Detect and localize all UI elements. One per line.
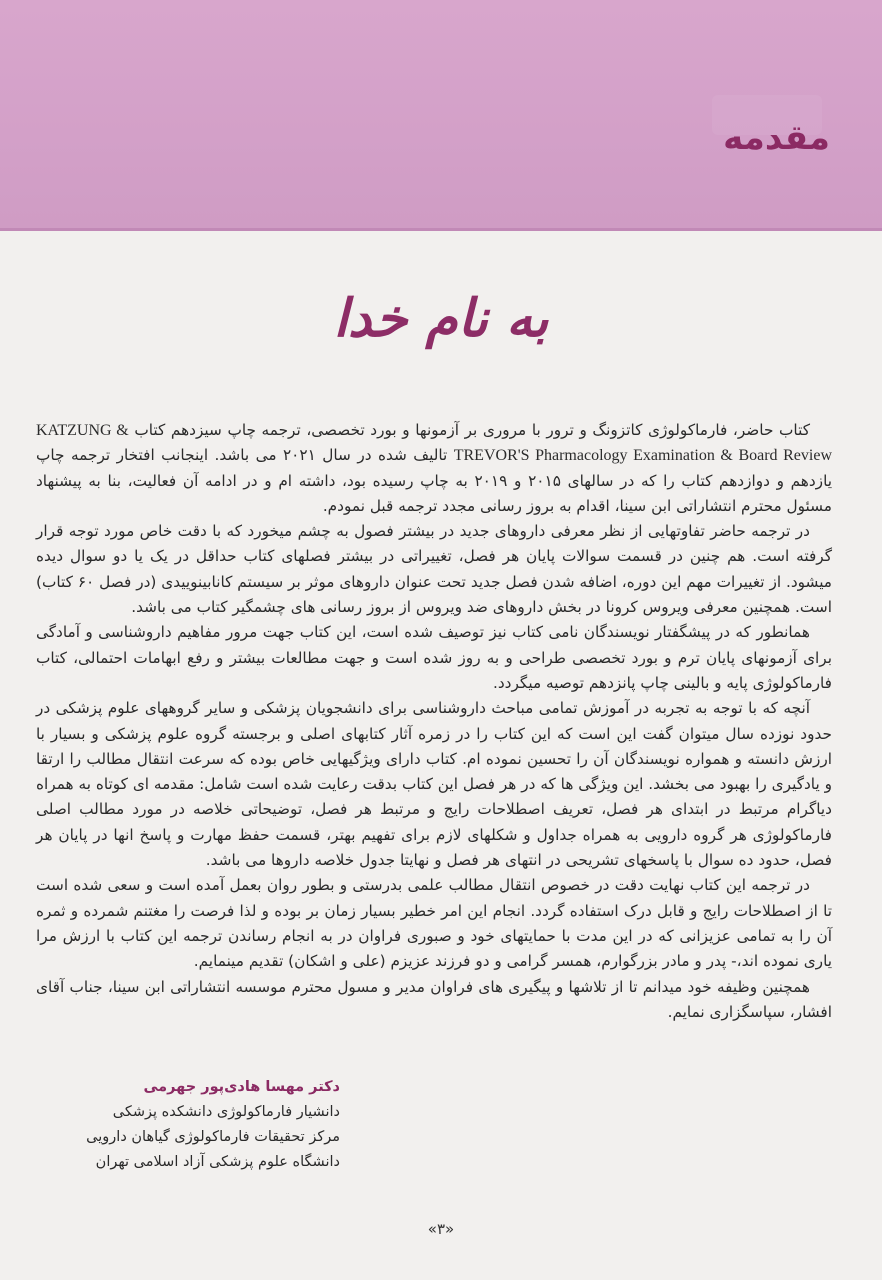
paragraph-4: آنچه که با توجه به تجربه در آموزش تمامی مباحث داروشناسی برای دانشجویان پزشکی و سایر گروههای علوم پزشکی در حدود نوزده سال میتوان گفت این است که این کتاب را در زمره آثار کتابهای اصلی و برجسته گروه علوم پزشکی و بسیار با ارزش دانسته و همواره نویسندگان آن را تحسین نموده ام. کتاب دارای ویژگیهایی خاص بوده که سرعت انتقال مطالب را ارتقا و یادگیری را بهبود می بخشد. این ویژگی ها که در هر فصل این کتاب بدقت رعایت شده است شامل: مقدمه ای کوتاه به همراه دیاگرام مرتبط در ابتدای هر فصل، تعریف اصطلاحات رایج و مرتبط هر فصل، توضیحاتی خلاصه در مورد مطالب اصلی فارماکولوژی هر گروه دارویی به همراه جداول و شکلهای لازم برای تفهیم بهتر، قسمت حفظ مهارت و پاسخ انها در پایان هر فصل، حدود ده سوال با پاسخهای تشریحی در انتهای هر فصل و نهایتا جدول خلاصه داروها می باشد.	[36, 699, 832, 870]
chapter-header-band	[0, 0, 882, 231]
paragraph-3: همانطور که در پیشگفتار نویسندگان نامی کتاب نیز توصیف شده است، این کتاب جهت مرور مفاهیم داروشناسی و آمادگی برای آزمونهای پایان ترم و بورد تخصصی طراحی و به روز شده است و جهت مطالعات بیشتر و رفع ابهامات احتمالی، کتاب فارماکولوژی پایه و بالینی چاپ پانزدهم توصیه میگردد.	[36, 623, 832, 692]
bismillah-calligraphy: به نام خدا	[333, 288, 549, 349]
author-signature	[60, 1075, 340, 1175]
paragraph-1	[36, 418, 832, 519]
author-affiliation-1: دانشیار فارماکولوژی دانشکده پزشکی	[112, 1104, 340, 1120]
chapter-title: مقدمه	[723, 118, 830, 158]
paragraph-1-post: تالیف شده در سال ۲۰۲۱ می باشد. اینجانب افتخار ترجمه چاپ یازدهم و دوازدهم کتاب را که در سالهای ۲۰۱۵ و ۲۰۱۹ به چاپ رسیده بود، داشته ام و در ادامه آن فعالیت، بنا به پیشنهاد مسئول محترم انتشاراتی ابن سینا، اقدام به بروز رسانی مجدد ترجمه قبل نمودم.	[36, 446, 832, 515]
paragraph-2: در ترجمه حاضر تفاوتهایی از نظر معرفی داروهای جدید در بیشتر فصول به چشم میخورد که با دقت خاص مورد توجه قرار گرفته است. هم چنین در قسمت سوالات پایان هر فصل، تغییراتی در بیشتر فصلهای کتاب حداقل در یک یا دو سوال دیده میشود. از تغییرات مهم این دوره، اضافه شدن فصل جدید تحت عنوان داروهای موثر بر سیستم کانابینوییدی (در فصل ۶۰ کتاب) است. همچنین معرفی ویروس کرونا در بخش داروهای ضد ویروس از بروز رسانی های چشمگیر کتاب می باشد.	[36, 522, 833, 617]
paragraph-1-pre: کتاب حاضر، فارماکولوژی کاتزونگ و ترور با مروری بر آزمونها و بورد تخصصی، ترجمه چاپ سیزدهم کتاب	[134, 421, 810, 439]
book-title-latin: KATZUNG & TREVOR'S Pharmacology Examination & Board Review	[36, 422, 832, 465]
author-affiliation-2: مرکز تحقیقات فارماکولوژی گیاهان دارویی	[86, 1129, 340, 1145]
paragraph-6: همچنین وظیفه خود میدانم تا از تلاشها و پیگیری های فراوان مدیر و مسول محترم موسسه انتشاراتی ابن سینا، جناب آقای افشار، سپاسگزاری نمایم.	[36, 977, 832, 1021]
author-affiliation-3: دانشگاه علوم پزشکی آزاد اسلامی تهران	[95, 1154, 340, 1170]
paragraph-5: در ترجمه این کتاب نهایت دقت در خصوص انتقال مطالب علمی بدرستی و بطور روان بعمل آمده است و سعی شده است تا از اصطلاحات رایج و قابل درک استفاده گردد. انجام این امر خطیر بسیار زمان بر بوده و لذا فرصت را مغتنم شمرده و ثمره آن را به تمامی عزیزانی که در این مدت با حمایتهای خود و صبوری فراوان در به انجام رساندن ترجمه این کتاب با ارزش مرا یاری نموده اند،- پدر و مادر بزرگوارم، همسر گرامی و دو فرزند عزیزم (علی و اشکان) تقدیم مینمایم.	[36, 876, 832, 971]
preface-body	[36, 418, 832, 1025]
author-name: دکتر مهسا هادی‌پور جهرمی	[143, 1079, 340, 1095]
page-number: «۳»	[427, 1220, 455, 1238]
